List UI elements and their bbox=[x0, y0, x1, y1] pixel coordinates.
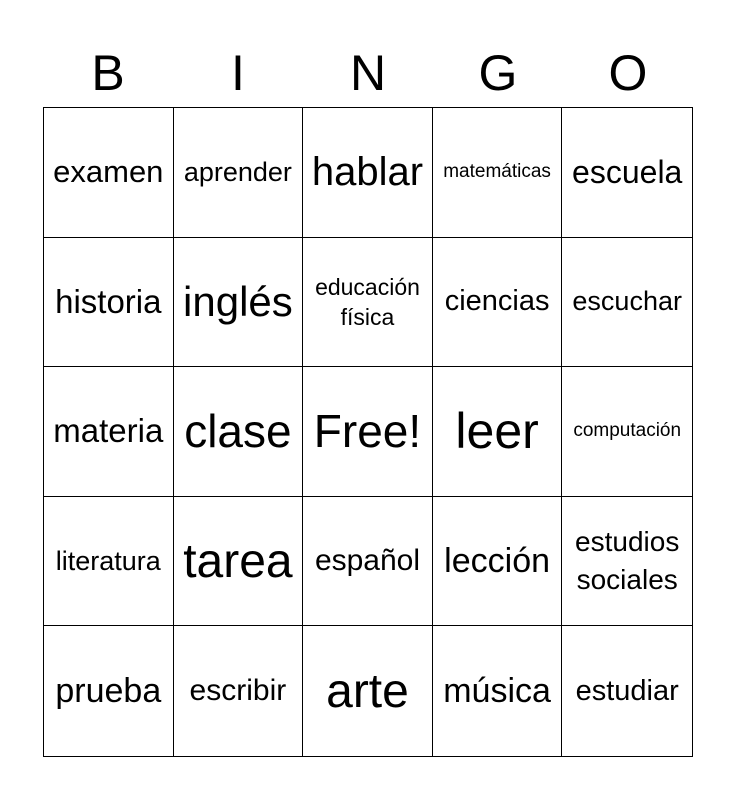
cell-text: escuchar bbox=[572, 286, 682, 317]
bingo-cell[interactable] bbox=[562, 626, 692, 756]
cell-text: español bbox=[314, 544, 421, 578]
bingo-header bbox=[43, 40, 693, 106]
cell-text: educación física bbox=[315, 273, 420, 330]
bingo-cell[interactable] bbox=[303, 497, 433, 627]
cell-text: leer bbox=[455, 403, 539, 460]
bingo-cell[interactable] bbox=[433, 626, 563, 756]
cell-text: escribir bbox=[189, 674, 287, 708]
cell-text: inglés bbox=[183, 277, 293, 325]
cell-text: aprender bbox=[183, 156, 292, 187]
cell-text: literatura bbox=[55, 545, 161, 576]
cell-text: escuela bbox=[572, 153, 683, 190]
bingo-cell[interactable] bbox=[562, 367, 692, 497]
bingo-cell[interactable] bbox=[562, 108, 692, 238]
bingo-cell[interactable] bbox=[44, 626, 174, 756]
cell-text: clase bbox=[184, 405, 292, 458]
bingo-cell[interactable] bbox=[303, 108, 433, 238]
header-letter-o: O bbox=[608, 45, 648, 101]
bingo-cell[interactable] bbox=[433, 238, 563, 368]
bingo-cell[interactable] bbox=[44, 238, 174, 368]
cell-text: hablar bbox=[311, 149, 424, 194]
cell-text: materia bbox=[53, 412, 164, 450]
cell-text: música bbox=[443, 671, 551, 710]
bingo-cell[interactable] bbox=[44, 108, 174, 238]
bingo-cell[interactable] bbox=[174, 367, 304, 497]
bingo-cell[interactable] bbox=[174, 108, 304, 238]
bingo-cell[interactable] bbox=[174, 497, 304, 627]
cell-text: arte bbox=[326, 664, 409, 718]
cell-text: tarea bbox=[183, 534, 293, 588]
bingo-cell[interactable] bbox=[174, 626, 304, 756]
header-letter-b: B bbox=[91, 45, 125, 101]
bingo-cell[interactable] bbox=[562, 497, 692, 627]
bingo-cell[interactable] bbox=[433, 497, 563, 627]
cell-text: historia bbox=[55, 282, 162, 320]
bingo-cell[interactable] bbox=[433, 108, 563, 238]
bingo-cell[interactable] bbox=[562, 238, 692, 368]
bingo-cell free[interactable] bbox=[303, 367, 433, 497]
bingo-card-grid bbox=[43, 107, 693, 757]
header-letter-n: N bbox=[349, 45, 387, 101]
bingo-cell[interactable] bbox=[303, 238, 433, 368]
bingo-cell[interactable] bbox=[44, 497, 174, 627]
cell-text: estudios sociales bbox=[575, 526, 680, 596]
header-letter-i: I bbox=[231, 45, 245, 101]
cell-text: prueba bbox=[55, 671, 162, 710]
cell-text: computación bbox=[573, 420, 682, 442]
bingo-cell[interactable] bbox=[303, 626, 433, 756]
header-letter-g: G bbox=[478, 45, 518, 101]
cell-text: estudiar bbox=[575, 674, 679, 707]
bingo-cell[interactable] bbox=[433, 367, 563, 497]
cell-text: ciencias bbox=[444, 285, 550, 318]
bingo-cell[interactable] bbox=[174, 238, 304, 368]
bingo-cell[interactable] bbox=[44, 367, 174, 497]
cell-text: matemáticas bbox=[443, 161, 551, 183]
cell-text: lección bbox=[444, 541, 551, 580]
cell-text: examen bbox=[53, 154, 164, 190]
free-space-text: Free! bbox=[313, 405, 422, 458]
